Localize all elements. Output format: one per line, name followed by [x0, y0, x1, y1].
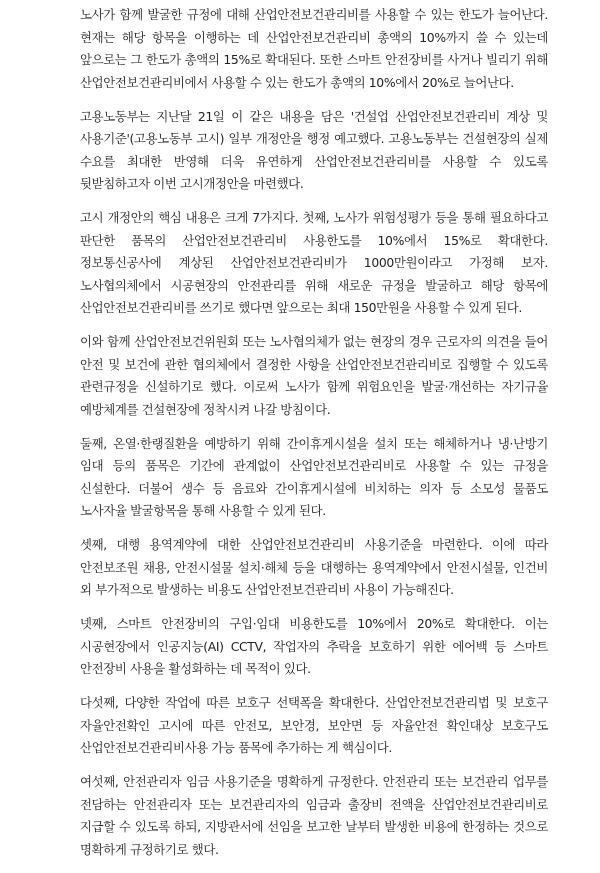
- paragraph-9: 여섯째, 안전관리자 임금 사용기준을 명확하게 규정한다. 안전관리 또는 보건관리 업무를 전담하는 안전관리자 또는 보건관리자의 임금과 출장비 전액을 산업안전보건관리비로 지급할 수 있도록 하되, 지방관서에 선임을 보고한 날부터 발생한 비용에 한정하는 것으로 명확하게 규정하기로 했다.: [80, 774, 548, 857]
- paragraph-8: 다섯째, 다양한 작업에 따른 보호구 선택폭을 확대한다. 산업안전보건관리법 및 보호구 자율안전확인 고시에 따른 안전모, 보안경, 보안면 등 자율안전 확인대상 보호구도 산업안전보건관리비사용 가능 품목에 추가하는 게 핵심이다.: [80, 695, 548, 755]
- paragraph-1: 노사가 함께 발굴한 규정에 대해 산업안전보건관리비를 사용할 수 있는 한도가 늘어난다. 현재는 해당 항목을 이행하는 데 산업안전보건관리비 총액의 10%까지 쓸 수 있는데 앞으로는 그 한도가 총액의 15%로 확대된다. 또한 스마트 안전장비를 사거나 빌리기 위해 산업안전보건관리비에서 사용할 수 있는 한도가 총액의 10%에서 20%로 늘어난다.: [80, 7, 548, 90]
- paragraph-6: 셋째, 대행 용역계약에 대한 산업안전보건관리비 사용기준을 마련한다. 이에 따라 안전보조원 채용, 안전시설물 설치·해체 등을 대행하는 용역계약에서 안전시설물, 인건비 외 부가적으로 발생하는 비용도 산업안전보건관리비 사용이 가능해진다.: [80, 537, 548, 597]
- document-body: [80, 4, 548, 873]
- paragraph-4: 이와 함께 산업안전보건위원회 또는 노사협의체가 없는 현장의 경우 근로자의 의견을 들어 안전 및 보건에 관한 협의체에서 결정한 사항을 산업안전보건관리비로 집행할 수 있도록 관련규정을 신설하기로 했다. 이로써 노사가 함께 위험요인을 발굴·개선하는 자기규율 예방체계를 건설현장에 정착시켜 나갈 방침이다.: [80, 334, 548, 417]
- paragraph-3: 고시 개정안의 핵심 내용은 크게 7가지다. 첫째, 노사가 위험성평가 등을 통해 필요하다고 판단한 품목의 산업안전보건관리비 사용한도를 10%에서 15%로 확대한다. 정보통신공사에 계상된 산업안전보건관리비가 1000만원이라고 가정해 보자. 노사협의체에서 시공현장의 안전관리를 위해 새로운 규정을 발굴하고 해당 항목에 산업안전보건관리비를 쓰기로 했다면 앞으로는 최대 150만원을 사용할 수 있게 된다.: [80, 210, 548, 315]
- paragraph-2: 고용노동부는 지난달 21일 이 같은 내용을 담은 '건설업 산업안전보건관리비 계상 및 사용기준'(고용노동부 고시) 일부 개정안을 행정 예고했다. 고용노동부는 건설현장의 실제 수요를 최대한 반영해 더욱 유연하게 산업안전보건관리비를 사용할 수 있도록 뒷받침하고자 이번 고시개정안을 마련했다.: [80, 108, 548, 191]
- paragraph-7: 넷째, 스마트 안전장비의 구입·임대 비용한도를 10%에서 20%로 확대한다. 이는 시공현장에서 인공지능(AI) CCTV, 작업자의 추락을 보호하기 위한 에어백 등 스마트 안전장비 사용을 활성화하는 데 목적이 있다.: [80, 616, 548, 676]
- paragraph-5: 둘째, 온열·한랭질환을 예방하기 위해 간이휴게시설을 설치 또는 해체하거나 냉·난방기 임대 등의 품목은 기간에 관계없이 산업안전보건관리비로 사용할 수 있는 규정을 신설한다. 더불어 생수 등 음료와 간이휴게시설에 비치하는 의자 등 소모성 물품도 노사자율 발굴항목을 통해 사용할 수 있게 된다.: [80, 435, 548, 518]
